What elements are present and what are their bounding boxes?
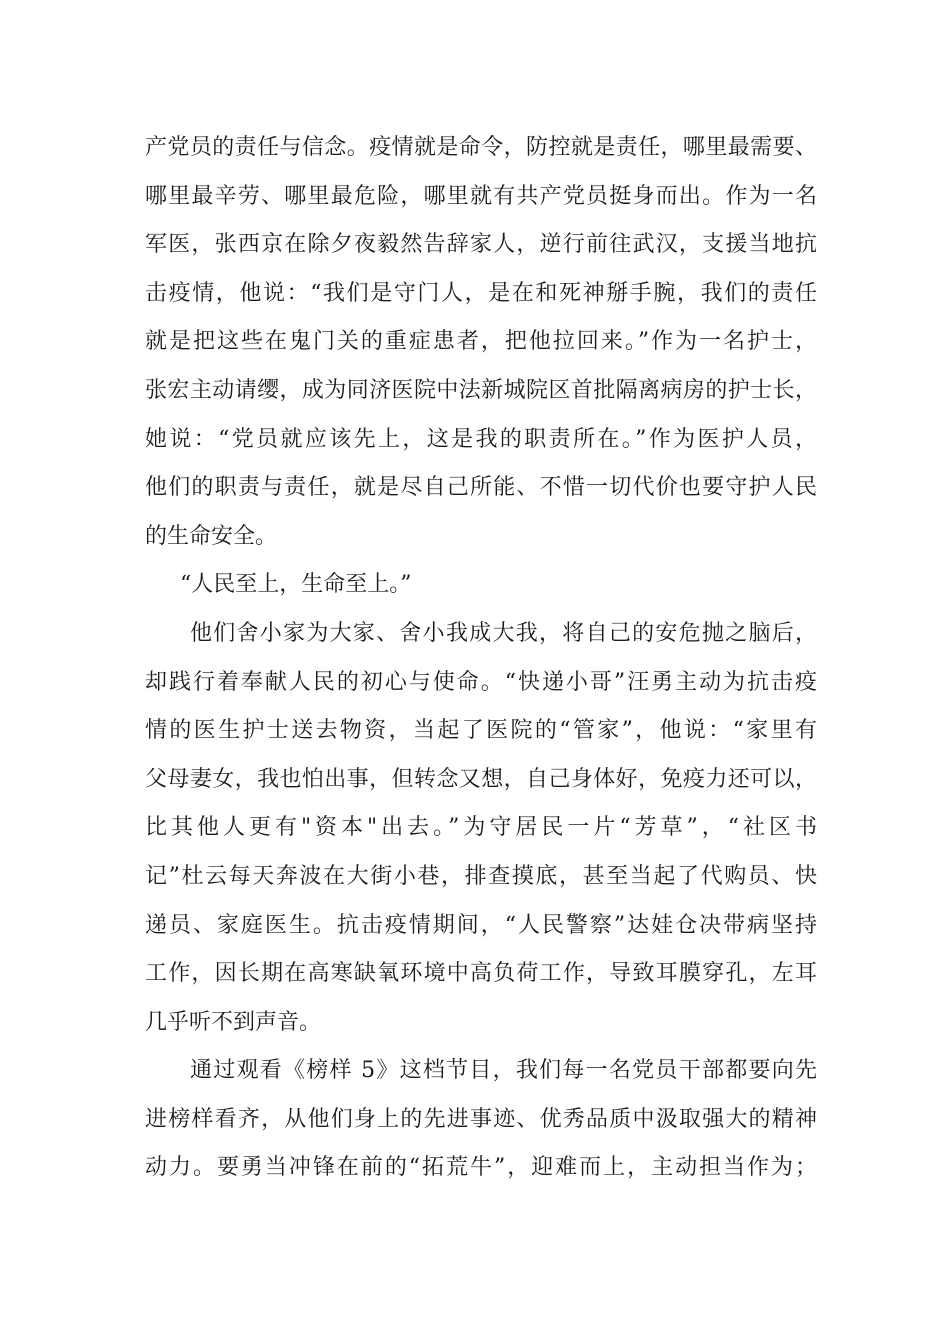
text-line: 比其他人更有"资本"出去。”为守居民一片“芳草”，“社区书 [145,815,817,841]
document-body [0,124,950,1193]
text-line: 击疫情，他说：“我们是守门人，是在和死神掰手腕，我们的责任 [145,280,817,306]
text-line: 几乎听不到声音。 [145,1009,322,1035]
text-line: 军医，张西京在除夕夜毅然告辞家人，逆行前往武汉，支援当地抗 [145,232,817,258]
text-line: 进榜样看齐，从他们身上的先进事迹、优秀品质中汲取强大的精神 [145,1106,817,1132]
text-line: 张宏主动请缨，成为同济医院中法新城院区首批隔离病房的护士长， [145,377,817,403]
text-line: 记”杜云每天奔波在大街小巷，排查摸底，甚至当起了代购员、快 [145,863,817,889]
text-line: 哪里最辛劳、哪里最危险，哪里就有共产党员挺身而出。作为一名 [145,183,817,209]
text-line: 产党员的责任与信念。疫情就是命令，防控就是责任，哪里最需要、 [145,135,817,160]
paragraph-first-line: 他们舍小家为大家、舍小我成大我，将自己的安危抛之脑后， [190,620,817,646]
paragraph-first-line: 通过观看《榜样 5》这档节目，我们每一名党员干部都要向先 [190,1058,817,1084]
text-line: 的生命安全。 [145,523,278,549]
text-line: 动力。要勇当冲锋在前的“拓荒牛”，迎难而上，主动担当作为； [145,1155,817,1181]
text-line: 父母妻女，我也怕出事，但转念又想，自己身体好，免疫力还可以， [145,766,817,792]
text-line: 却践行着奉献人民的初心与使命。“快递小哥”汪勇主动为抗击疫 [145,669,817,695]
quote-line: “人民至上，生命至上。” [180,572,412,598]
text-line: 他们的职责与责任，就是尽自己所能、不惜一切代价也要守护人民 [145,475,817,501]
text-line: 递员、家庭医生。抗击疫情期间，“人民警察”达娃仓决带病坚持 [145,912,817,938]
text-line: 情的医生护士送去物资，当起了医院的“管家”，他说：“家里有 [145,718,817,744]
text-line: 就是把这些在鬼门关的重症患者，把他拉回来。”作为一名护士， [145,329,817,355]
text-line: 她说：“党员就应该先上，这是我的职责所在。”作为医护人员， [145,426,817,452]
text-line: 工作，因长期在高寒缺氧环境中高负荷工作，导致耳膜穿孔，左耳 [145,961,817,987]
